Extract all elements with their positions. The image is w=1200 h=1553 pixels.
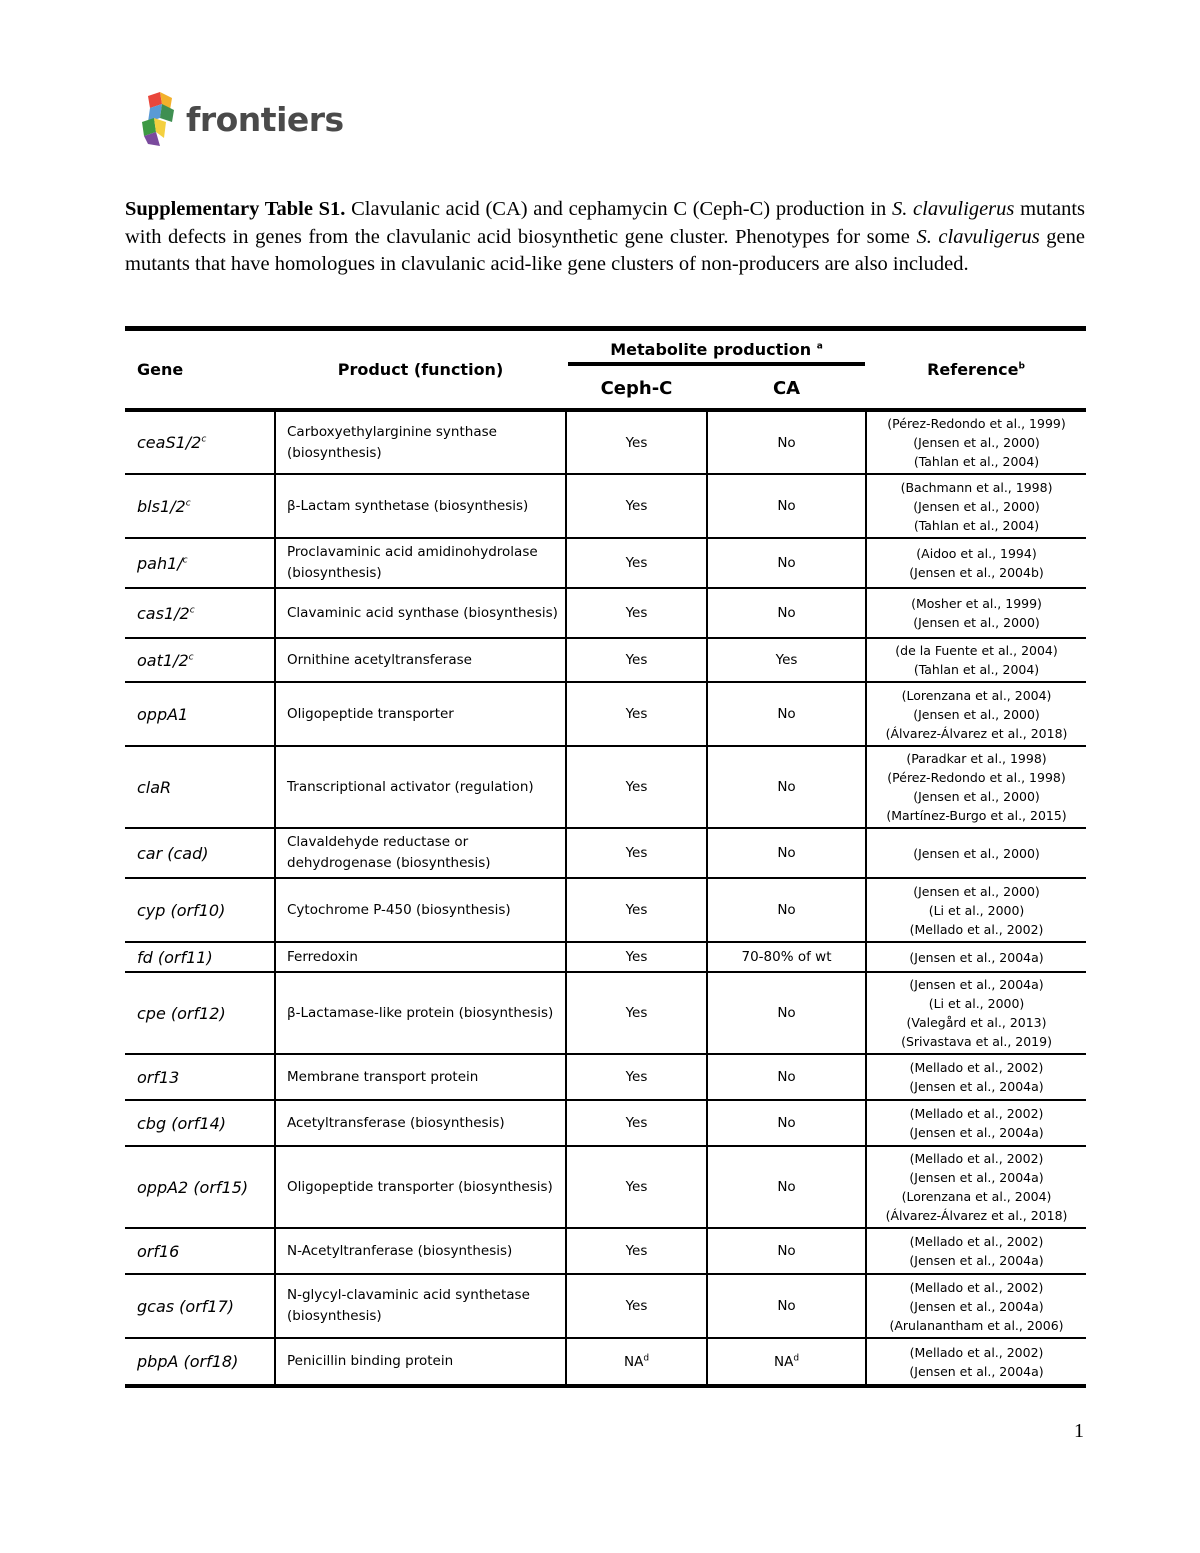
reference-citation: (Jensen et al., 2000) [913,789,1040,804]
reference-citation: (Jensen et al., 2000) [913,883,1040,899]
supplementary-table [125,326,1086,1388]
cell-ca: No [707,746,866,828]
caption-species-1: S. clavuligerus [891,198,1015,220]
table-caption [125,196,1085,279]
table-row [125,1338,1086,1386]
header-reference: Reference$^b$ [866,329,1086,411]
cell-ca: Yes [707,638,866,682]
cell-gene: pah1/$^c$ [125,538,275,588]
cell-ceph-c: $NA^d$ [566,1338,707,1386]
cell-reference [866,638,1086,682]
table-row [125,638,1086,682]
cell-ca: 70-80% of wt [707,942,866,972]
cell-reference [866,682,1086,746]
cell-reference [866,828,1086,878]
reference-citation: (Jensen et al., 2000) [913,498,1040,514]
cell-ca: No [707,1100,866,1146]
cell-reference [866,746,1086,828]
cell-gene: oppA2 (orf15) [125,1146,275,1228]
reference-citation: (Paradkar et al., 1998) [906,751,1047,766]
cell-ceph-c: Yes [566,1054,707,1100]
cell-ceph-c: Yes [566,972,707,1054]
cell-gene: cpe (orf12) [125,972,275,1054]
cell-product: Cytochrome P-450 (biosynthesis) [275,878,566,942]
table-row [125,1100,1086,1146]
cell-reference [866,1274,1086,1338]
cell-ca: No [707,1054,866,1100]
cell-product: Penicillin binding protein [275,1338,566,1386]
cell-reference [866,1054,1086,1100]
frontiers-logo-icon [138,92,182,146]
cell-product: Membrane transport protein [275,1054,566,1100]
cell-gene: claR [125,746,275,828]
reference-citation: (Valegård et al., 2013) [906,1015,1047,1030]
cell-ca: No [707,410,866,474]
cell-reference [866,410,1086,474]
reference-citation: (Mellado et al., 2002) [909,1151,1044,1166]
reference-citation: (Mellado et al., 2002) [909,921,1044,937]
cell-product: N-glycyl-clavaminic acid synthetase (biosynthesis) [275,1274,566,1338]
publisher-name: frontiers [186,99,344,139]
reference-citation: (Mellado et al., 2002) [909,1106,1044,1121]
reference-citation: (Jensen et al., 2004a) [909,1253,1044,1268]
reference-citation: (Álvarez-Álvarez et al., 2018) [885,1208,1068,1223]
cell-product: Transcriptional activator (regulation) [275,746,566,828]
cell-ceph-c: Yes [566,942,707,972]
reference-citation: (Lorenzana et al., 2004) [901,1189,1052,1204]
reference-citation: (Bachmann et al., 1998) [900,479,1053,495]
cell-ca: No [707,972,866,1054]
cell-ceph-c: Yes [566,828,707,878]
cell-ceph-c: Yes [566,1228,707,1274]
cell-ceph-c: Yes [566,1274,707,1338]
reference-citation: (Mellado et al., 2002) [909,1279,1044,1295]
reference-citation: (Arulanantham et al., 2006) [889,1317,1064,1333]
cell-ca: No [707,474,866,538]
cell-ca: No [707,538,866,588]
cell-ceph-c: Yes [566,878,707,942]
cell-ceph-c: Yes [566,682,707,746]
header-product: Product (function) [275,329,566,411]
reference-citation: (de la Fuente et al., 2004) [895,643,1058,658]
cell-ceph-c: Yes [566,746,707,828]
table-row [125,746,1086,828]
table-row [125,972,1086,1054]
reference-citation: (Jensen et al., 2000) [913,435,1040,450]
reference-citation: (Martínez-Burgo et al., 2015) [886,808,1067,823]
cell-gene: orf16 [125,1228,275,1274]
cell-reference [866,538,1086,588]
cell-reference [866,878,1086,942]
cell-ca: No [707,1146,866,1228]
reference-citation: (Li et al., 2000) [928,902,1025,918]
cell-gene: fd (orf11) [125,942,275,972]
cell-reference [866,474,1086,538]
cell-ceph-c: Yes [566,1100,707,1146]
reference-citation: (Pérez-Redondo et al., 1999) [887,416,1066,431]
cell-gene: ceaS1/2$^c$ [125,410,275,474]
cell-product: Carboxyethylarginine synthase (biosynthesis) [275,410,566,474]
cell-gene: cbg (orf14) [125,1100,275,1146]
caption-text-3: gene mutants that have homologues in clavulanic acid-like gene clusters of non-producers are also included. [125,225,1086,275]
cell-reference [866,942,1086,972]
cell-product: β-Lactamase-like protein (biosynthesis) [275,972,566,1054]
header-ceph-c: Ceph-C [566,368,707,410]
reference-citation: (Srivastava et al., 2019) [901,1034,1052,1049]
table-row [125,1274,1086,1338]
cell-product: N-Acetyltranferase (biosynthesis) [275,1228,566,1274]
cell-product: Proclavaminic acid amidinohydrolase (biosynthesis) [275,538,566,588]
table-row [125,588,1086,638]
cell-gene: cas1/2$^c$ [125,588,275,638]
cell-reference [866,972,1086,1054]
caption-label: Supplementary Table S1. [125,198,346,220]
caption-text-2: mutants with defects in genes from the clavulanic acid biosynthetic gene cluster. Phenotypes for some [125,198,1085,248]
cell-ca: $NA^d$ [707,1338,866,1386]
cell-gene: cyp (orf10) [125,878,275,942]
cell-ca: No [707,828,866,878]
table-row [125,682,1086,746]
cell-gene: gcas (orf17) [125,1274,275,1338]
cell-product: Oligopeptide transporter (biosynthesis) [275,1146,566,1228]
page-number: 1 [1074,1420,1084,1442]
cell-product: Oligopeptide transporter [275,682,566,746]
reference-citation: (Mosher et al., 1999) [911,596,1042,611]
cell-reference [866,588,1086,638]
reference-citation: (Mellado et al., 2002) [909,1344,1044,1360]
table-row [125,410,1086,474]
cell-reference [866,1146,1086,1228]
reference-citation: (Jensen et al., 2004a) [909,1170,1044,1185]
cell-ceph-c: Yes [566,410,707,474]
cell-product: β-Lactam synthetase (biosynthesis) [275,474,566,538]
frontiers-logo [138,92,344,146]
cell-product: Acetyltransferase (biosynthesis) [275,1100,566,1146]
cell-ceph-c: Yes [566,538,707,588]
reference-citation: (Jensen et al., 2004b) [909,565,1044,580]
caption-species-2: S. clavuligerus [916,225,1040,248]
cell-ca: No [707,682,866,746]
cell-ca: No [707,878,866,942]
cell-ceph-c: Yes [566,1146,707,1228]
header-gene: Gene [125,329,275,411]
cell-reference [866,1100,1086,1146]
reference-citation: (Jensen et al., 2004a) [909,1363,1044,1379]
cell-product: Ferredoxin [275,942,566,972]
cell-ca: No [707,588,866,638]
reference-citation: (Jensen et al., 2004a) [909,977,1044,992]
cell-gene: oat1/2$^c$ [125,638,275,682]
cell-ceph-c: Yes [566,638,707,682]
reference-citation: (Mellado et al., 2002) [909,1060,1044,1075]
reference-citation: (Tahlan et al., 2004) [913,454,1040,469]
cell-reference [866,1338,1086,1386]
cell-gene: oppA1 [125,682,275,746]
table-row [125,474,1086,538]
table-row [125,942,1086,972]
table-body [125,410,1086,1386]
reference-citation: (Jensen et al., 2004a) [909,1079,1044,1094]
cell-ceph-c: Yes [566,474,707,538]
table-row [125,1146,1086,1228]
cell-product: Clavaminic acid synthase (biosynthesis) [275,588,566,638]
reference-citation: (Jensen et al., 2000) [913,845,1040,861]
reference-citation: (Lorenzana et al., 2004) [901,687,1052,703]
cell-gene: bls1/2$^c$ [125,474,275,538]
reference-citation: (Jensen et al., 2000) [913,706,1040,722]
header-ca: CA [707,368,866,410]
reference-citation: (Aidoo et al., 1994) [916,546,1037,561]
caption-text-1: Clavulanic acid (CA) and cephamycin C (Ceph-C) production in [345,198,892,220]
cell-gene: car (cad) [125,828,275,878]
cell-ca: No [707,1228,866,1274]
reference-citation: (Tahlan et al., 2004) [913,662,1040,677]
cell-ca: No [707,1274,866,1338]
reference-citation: (Jensen et al., 2004a) [909,1125,1044,1140]
reference-citation: (Jensen et al., 2004a) [909,949,1044,965]
reference-citation: (Mellado et al., 2002) [909,1234,1044,1249]
table-row [125,878,1086,942]
reference-citation: (Jensen et al., 2004a) [909,1298,1044,1314]
cell-reference [866,1228,1086,1274]
reference-citation: (Tahlan et al., 2004) [913,517,1040,533]
cell-ceph-c: Yes [566,588,707,638]
cell-product: Ornithine acetyltransferase [275,638,566,682]
reference-citation: (Pérez-Redondo et al., 1998) [887,770,1066,785]
table-row [125,1228,1086,1274]
table-row [125,828,1086,878]
cell-gene: orf13 [125,1054,275,1100]
cell-product: Clavaldehyde reductase or dehydrogenase (biosynthesis) [275,828,566,878]
table-row [125,1054,1086,1100]
reference-citation: (Álvarez-Álvarez et al., 2018) [885,725,1068,741]
table-row [125,538,1086,588]
reference-citation: (Jensen et al., 2000) [913,615,1040,630]
header-metabolite-production: Metabolite production $^a$ [566,329,866,369]
cell-gene: pbpA (orf18) [125,1338,275,1386]
reference-citation: (Li et al., 2000) [928,996,1025,1011]
